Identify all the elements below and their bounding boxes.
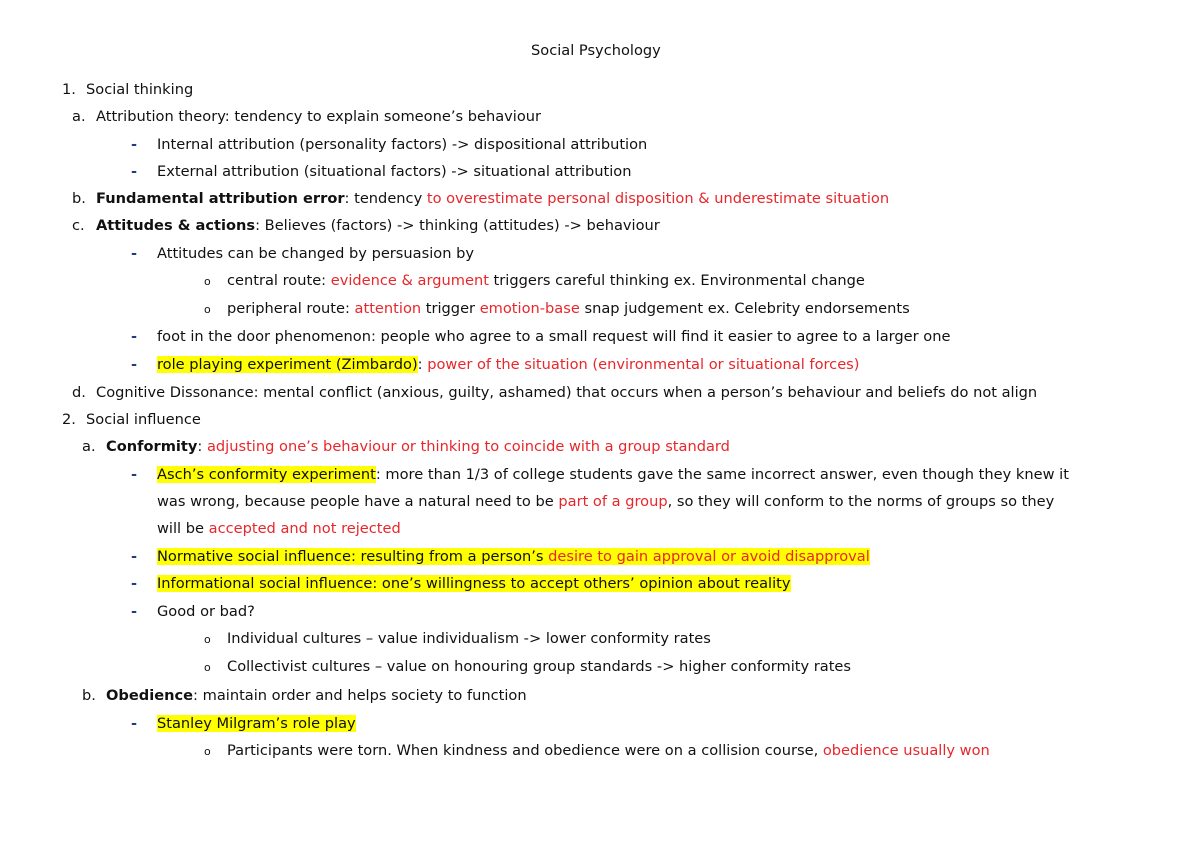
bullet-circle: o <box>204 745 211 758</box>
term: Attitudes & actions <box>96 217 256 234</box>
page-title: Social Psychology <box>531 42 661 59</box>
text: trigger <box>421 300 480 317</box>
red-text: part of a group <box>558 493 668 510</box>
bullet-circle: o <box>204 661 211 674</box>
red-text: obedience usually won <box>822 742 990 759</box>
bullet-dash: - <box>131 715 138 732</box>
bullet-dash: - <box>131 245 138 262</box>
text: peripheral route: <box>227 300 355 317</box>
red-text: desire to gain approval or avoid disapproval <box>548 548 870 565</box>
bullet-circle: o <box>204 633 211 646</box>
cognitive-dissonance-item: Cognitive Dissonance: mental conflict (anxious, guilty, ashamed) that occurs when a person’s behaviour and beliefs do not align <box>96 384 1038 401</box>
fundamental-attribution-error-item <box>96 189 889 209</box>
text: : <box>197 438 207 455</box>
list-letter: c. <box>72 217 85 234</box>
highlighted-text: role playing experiment (Zimbardo) <box>157 356 418 373</box>
bullet-dash: - <box>131 548 138 565</box>
attribution-theory-item: Attribution theory: tendency to explain someone’s behaviour <box>96 108 542 125</box>
text: : tendency <box>344 190 427 207</box>
zimbardo-item <box>157 355 859 375</box>
bullet-dash: - <box>131 328 138 345</box>
asch-item-line-2 <box>157 492 1054 512</box>
term: Obedience <box>106 687 194 704</box>
list-letter: b. <box>82 687 96 704</box>
good-or-bad-item: Good or bad? <box>157 603 255 620</box>
bullet-dash: - <box>131 603 138 620</box>
milgram-item <box>157 714 356 734</box>
normative-influence-item <box>157 547 870 567</box>
section-heading-social-influence: Social influence <box>86 411 201 428</box>
highlighted-text: Stanley Milgram’s role play <box>157 715 356 732</box>
text: Normative social influence: resulting from a person’s <box>157 548 549 565</box>
list-letter: a. <box>72 108 86 125</box>
obedience-item <box>106 686 527 706</box>
bullet-circle: o <box>204 275 211 288</box>
bullet-dash: - <box>131 466 138 483</box>
text: was wrong, because people have a natural need to be <box>157 493 559 510</box>
internal-attribution-item: Internal attribution (personality factors) -> dispositional attribution <box>157 136 648 153</box>
text: : more than 1/3 of college students gave the same incorrect answer, even though they knew it <box>375 466 1069 483</box>
text: triggers careful thinking ex. Environmental change <box>488 272 865 289</box>
peripheral-route-item <box>227 299 910 319</box>
highlighted-text <box>157 548 870 565</box>
bullet-dash: - <box>131 136 138 153</box>
text: Participants were torn. When kindness and obedience were on a collision course, <box>227 742 823 759</box>
individual-cultures-item: Individual cultures – value individualism -> lower conformity rates <box>227 630 711 647</box>
highlighted-text: Informational social influence: one’s willingness to accept others’ opinion about reality <box>157 575 791 592</box>
list-letter: a. <box>82 438 96 455</box>
term: Conformity <box>106 438 198 455</box>
red-text: attention <box>354 300 422 317</box>
participants-torn-item <box>227 741 990 761</box>
text: : Believes (factors) -> thinking (attitudes) -> behaviour <box>255 217 660 234</box>
bullet-circle: o <box>204 303 211 316</box>
text: , so they will conform to the norms of groups so they <box>667 493 1055 510</box>
text: : maintain order and helps society to function <box>193 687 527 704</box>
informational-influence-item <box>157 574 791 594</box>
asch-item-line-3 <box>157 519 401 539</box>
list-number: 2. <box>62 411 76 428</box>
red-text: to overestimate personal disposition & underestimate situation <box>426 190 890 207</box>
conformity-item <box>106 437 730 457</box>
highlighted-text: Asch’s conformity experiment <box>157 466 376 483</box>
attitudes-actions-item <box>96 216 660 236</box>
central-route-item <box>227 271 865 291</box>
term: Fundamental attribution error <box>96 190 345 207</box>
asch-item-line-1 <box>157 465 1069 485</box>
collectivist-cultures-item: Collectivist cultures – value on honouring group standards -> higher conformity rates <box>227 658 852 675</box>
section-heading-social-thinking: Social thinking <box>86 81 194 98</box>
list-letter: d. <box>72 384 86 401</box>
red-text: emotion-base <box>479 300 580 317</box>
foot-in-door-item: foot in the door phenomenon: people who agree to a small request will find it easier to agree to a larger one <box>157 328 951 345</box>
bullet-dash: - <box>131 163 138 180</box>
text: snap judgement ex. Celebrity endorsements <box>579 300 910 317</box>
red-text: power of the situation (environmental or situational forces) <box>427 356 860 373</box>
text: : <box>417 356 428 373</box>
bullet-dash: - <box>131 575 138 592</box>
text: will be <box>157 520 209 537</box>
external-attribution-item: External attribution (situational factors) -> situational attribution <box>157 163 632 180</box>
red-text: adjusting one’s behaviour or thinking to coincide with a group standard <box>206 438 730 455</box>
list-letter: b. <box>72 190 86 207</box>
red-text: accepted and not rejected <box>208 520 401 537</box>
list-number: 1. <box>62 81 76 98</box>
red-text: evidence & argument <box>330 272 489 289</box>
text: central route: <box>227 272 331 289</box>
persuasion-item: Attitudes can be changed by persuasion by <box>157 245 474 262</box>
bullet-dash: - <box>131 356 138 373</box>
